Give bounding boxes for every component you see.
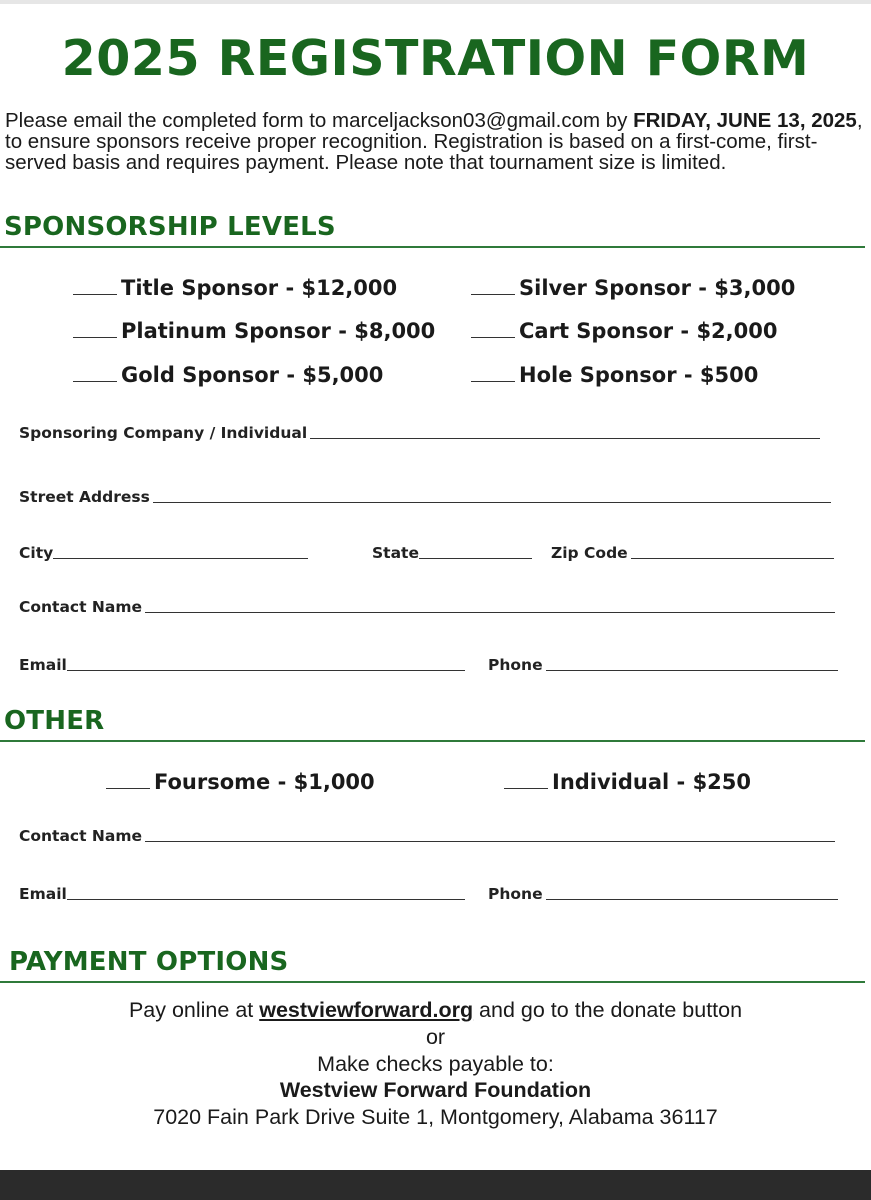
city-input-line[interactable] (53, 557, 308, 559)
phone-label: Phone (488, 656, 543, 674)
sponsorship-heading: SPONSORSHIP LEVELS (4, 212, 336, 242)
checkbox-blank[interactable] (73, 379, 117, 382)
phone-field[interactable] (488, 656, 838, 674)
street-label: Street Address (19, 488, 150, 506)
option-cart-sponsor[interactable] (471, 319, 777, 343)
phone-input-line[interactable] (546, 669, 838, 671)
checkbox-blank[interactable] (471, 379, 515, 382)
payment-org-name: Westview Forward Foundation (279, 1078, 592, 1102)
option-gold-sponsor[interactable] (73, 363, 383, 387)
payment-online-post: and go to the donate button (473, 998, 743, 1022)
option-label: Hole Sponsor - $500 (519, 363, 759, 387)
email-field[interactable] (19, 656, 465, 674)
option-label: Platinum Sponsor - $8,000 (121, 319, 436, 343)
top-edge (0, 0, 871, 4)
state-field[interactable] (372, 544, 532, 562)
payment-online-line (0, 998, 871, 1023)
other-heading: OTHER (4, 706, 105, 736)
intro-paragraph (5, 110, 865, 173)
option-label: Title Sponsor - $12,000 (121, 276, 398, 300)
payment-checks: Make checks payable to: (317, 1052, 554, 1076)
option-label: Silver Sponsor - $3,000 (519, 276, 796, 300)
checkbox-blank[interactable] (73, 292, 117, 295)
checkbox-blank[interactable] (73, 335, 117, 338)
bottom-bar (0, 1170, 871, 1200)
other-email-input-line[interactable] (67, 898, 465, 900)
email-input-line[interactable] (67, 669, 465, 671)
street-input-line[interactable] (153, 501, 831, 503)
payment-online-pre: Pay online at (128, 998, 260, 1022)
city-label: City (19, 544, 54, 562)
state-input-line[interactable] (419, 557, 532, 559)
other-email-label: Email (19, 885, 67, 903)
option-label: Individual - $250 (552, 770, 752, 794)
company-field[interactable] (19, 424, 820, 442)
option-label: Cart Sponsor - $2,000 (519, 319, 778, 343)
option-title-sponsor[interactable] (73, 276, 397, 300)
payment-heading: PAYMENT OPTIONS (9, 947, 289, 977)
zip-label: Zip Code (551, 544, 628, 562)
option-label: Gold Sponsor - $5,000 (121, 363, 384, 387)
option-silver-sponsor[interactable] (471, 276, 795, 300)
other-rule (0, 740, 865, 742)
other-phone-input-line[interactable] (546, 898, 838, 900)
option-platinum-sponsor[interactable] (73, 319, 435, 343)
website-link[interactable]: westviewforward.org (259, 998, 474, 1022)
payment-address: 7020 Fain Park Drive Suite 1, Montgomery, Alabama 36117 (153, 1105, 718, 1129)
zip-field[interactable] (551, 544, 834, 562)
street-field[interactable] (19, 488, 831, 506)
zip-input-line[interactable] (631, 557, 834, 559)
intro-text-1: Please email the completed form to marceljackson03@gmail.com by (5, 109, 634, 132)
checkbox-blank[interactable] (504, 786, 548, 789)
checkbox-blank[interactable] (471, 335, 515, 338)
checkbox-blank[interactable] (106, 786, 150, 789)
payment-or: or (425, 1025, 446, 1049)
company-input-line[interactable] (310, 437, 820, 439)
city-field[interactable] (19, 544, 308, 562)
company-label: Sponsoring Company / Individual (19, 424, 308, 442)
email-label: Email (19, 656, 67, 674)
option-hole-sponsor[interactable] (471, 363, 758, 387)
option-foursome[interactable] (106, 770, 375, 794)
other-phone-field[interactable] (488, 885, 838, 903)
option-label: Foursome - $1,000 (154, 770, 375, 794)
other-phone-label: Phone (488, 885, 543, 903)
sponsorship-rule (0, 246, 865, 248)
contact-field[interactable] (19, 598, 835, 616)
option-individual[interactable] (504, 770, 751, 794)
form-title: 2025 REGISTRATION FORM (61, 30, 810, 87)
state-label: State (372, 544, 419, 562)
payment-rule (0, 981, 865, 983)
intro-text-2: , to ensure sponsors receive proper recognition. Registration is based on a first-come, first-served basis and requires payment. Please note that tournament size is limited. (5, 109, 863, 174)
intro-deadline: FRIDAY, JUNE 13, 2025 (633, 109, 857, 132)
contact-label: Contact Name (19, 598, 143, 616)
other-email-field[interactable] (19, 885, 465, 903)
checkbox-blank[interactable] (471, 292, 515, 295)
contact-input-line[interactable] (145, 611, 835, 613)
other-contact-field[interactable] (19, 827, 835, 845)
other-contact-input-line[interactable] (145, 840, 835, 842)
other-contact-label: Contact Name (19, 827, 143, 845)
